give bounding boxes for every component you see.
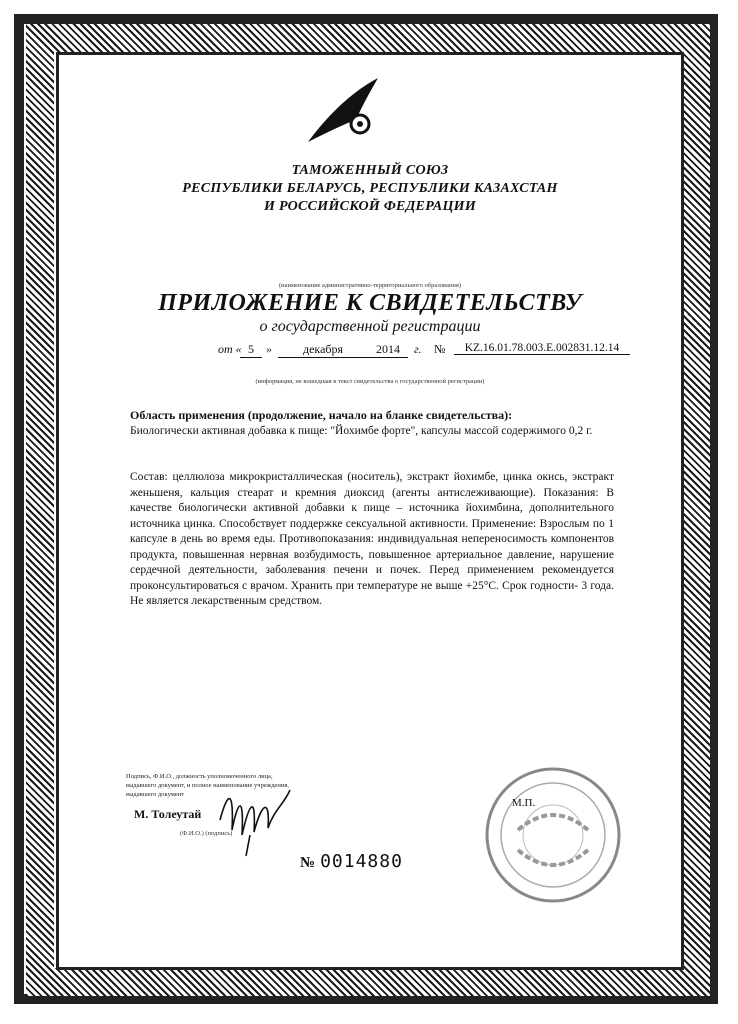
number-prefix: № [434,342,446,356]
header-line-1: ТАМОЖЕННЫЙ СОЮЗ [291,163,449,178]
date-sep: » [266,342,272,356]
date-month: декабря [278,342,368,358]
signature-caption-line-2: выдавшего документ, и полное наименование учреждения, [126,782,289,789]
date-day: 5 [240,342,262,358]
section-heading: Область применения (продолжение, начало на бланке свидетельства): [130,408,513,422]
signature-caption-line-3: выдавшего документ [126,791,185,798]
header-line-2: РЕСПУБЛИКИ БЕЛАРУСЬ, РЕСПУБЛИКИ КАЗАХСТАН [182,181,558,196]
date-number-line [200,342,630,362]
header-line-3: И РОССИЙСКОЙ ФЕДЕРАЦИИ [263,199,477,214]
seal-label: М.П. [512,797,536,809]
annex-subtitle: о государственной регистрации [259,318,481,335]
fio-caption: (Ф.И.О.) (подпись) [180,830,233,837]
serial-value: 0014880 [320,851,403,872]
round-seal-stamp-icon [478,760,628,910]
signer-name: М. Толеутай [134,807,202,821]
handwritten-signature-icon [210,780,300,860]
product-paragraph: Биологически активная добавка к пище: "Йохимбе форте", капсулы массой содержимого 0,2 г. [130,425,593,437]
date-year: 2014 [368,342,408,358]
info-caption: (информация, не вошедшая в текст свидетельства о государственной регистрации) [255,378,485,385]
serial-number [300,851,403,872]
serial-prefix: № [300,855,317,871]
signature-caption-line-1: Подпись, Ф.И.О., должность уполномоченного лица, [126,773,273,780]
annex-title: ПРИЛОЖЕНИЕ К СВИДЕТЕЛЬСТВУ [158,290,582,316]
customs-union-emblem-icon [300,72,390,152]
org-caption: (наименование административно-территориального образования) [278,282,461,289]
composition-paragraph: Состав: целлюлоза микрокристаллическая (носитель), экстракт йохимбе, цинка окись, экстракт женьшеня, кальция стеарат и кремния диоксид (агенты антислеживающие). Показания: В качестве биологически активной добавки к пище – источника йохимбина, дополнительного источника цинка. Способствует поддержке сексуальной активности. Применение: Взрослым по 1 капсуле в день во время еды. Противопоказания: индивидуальная непереносимость компонентов продукта, повышенная нервная возбудимость, повышенное артериальное давление, нарушение сердечной деятельности, заболевания печени и почек. Перед применением рекомендуется проконсультироваться с врачом. Хранить при температуре не выше +25°С. Срок годности- 3 года. Не является лекарственным средством. [130,471,614,607]
date-year-suffix: г. [414,342,422,356]
date-prefix: от « [218,342,242,356]
registration-number: KZ.16.01.78.003.E.002831.12.14 [454,342,630,355]
